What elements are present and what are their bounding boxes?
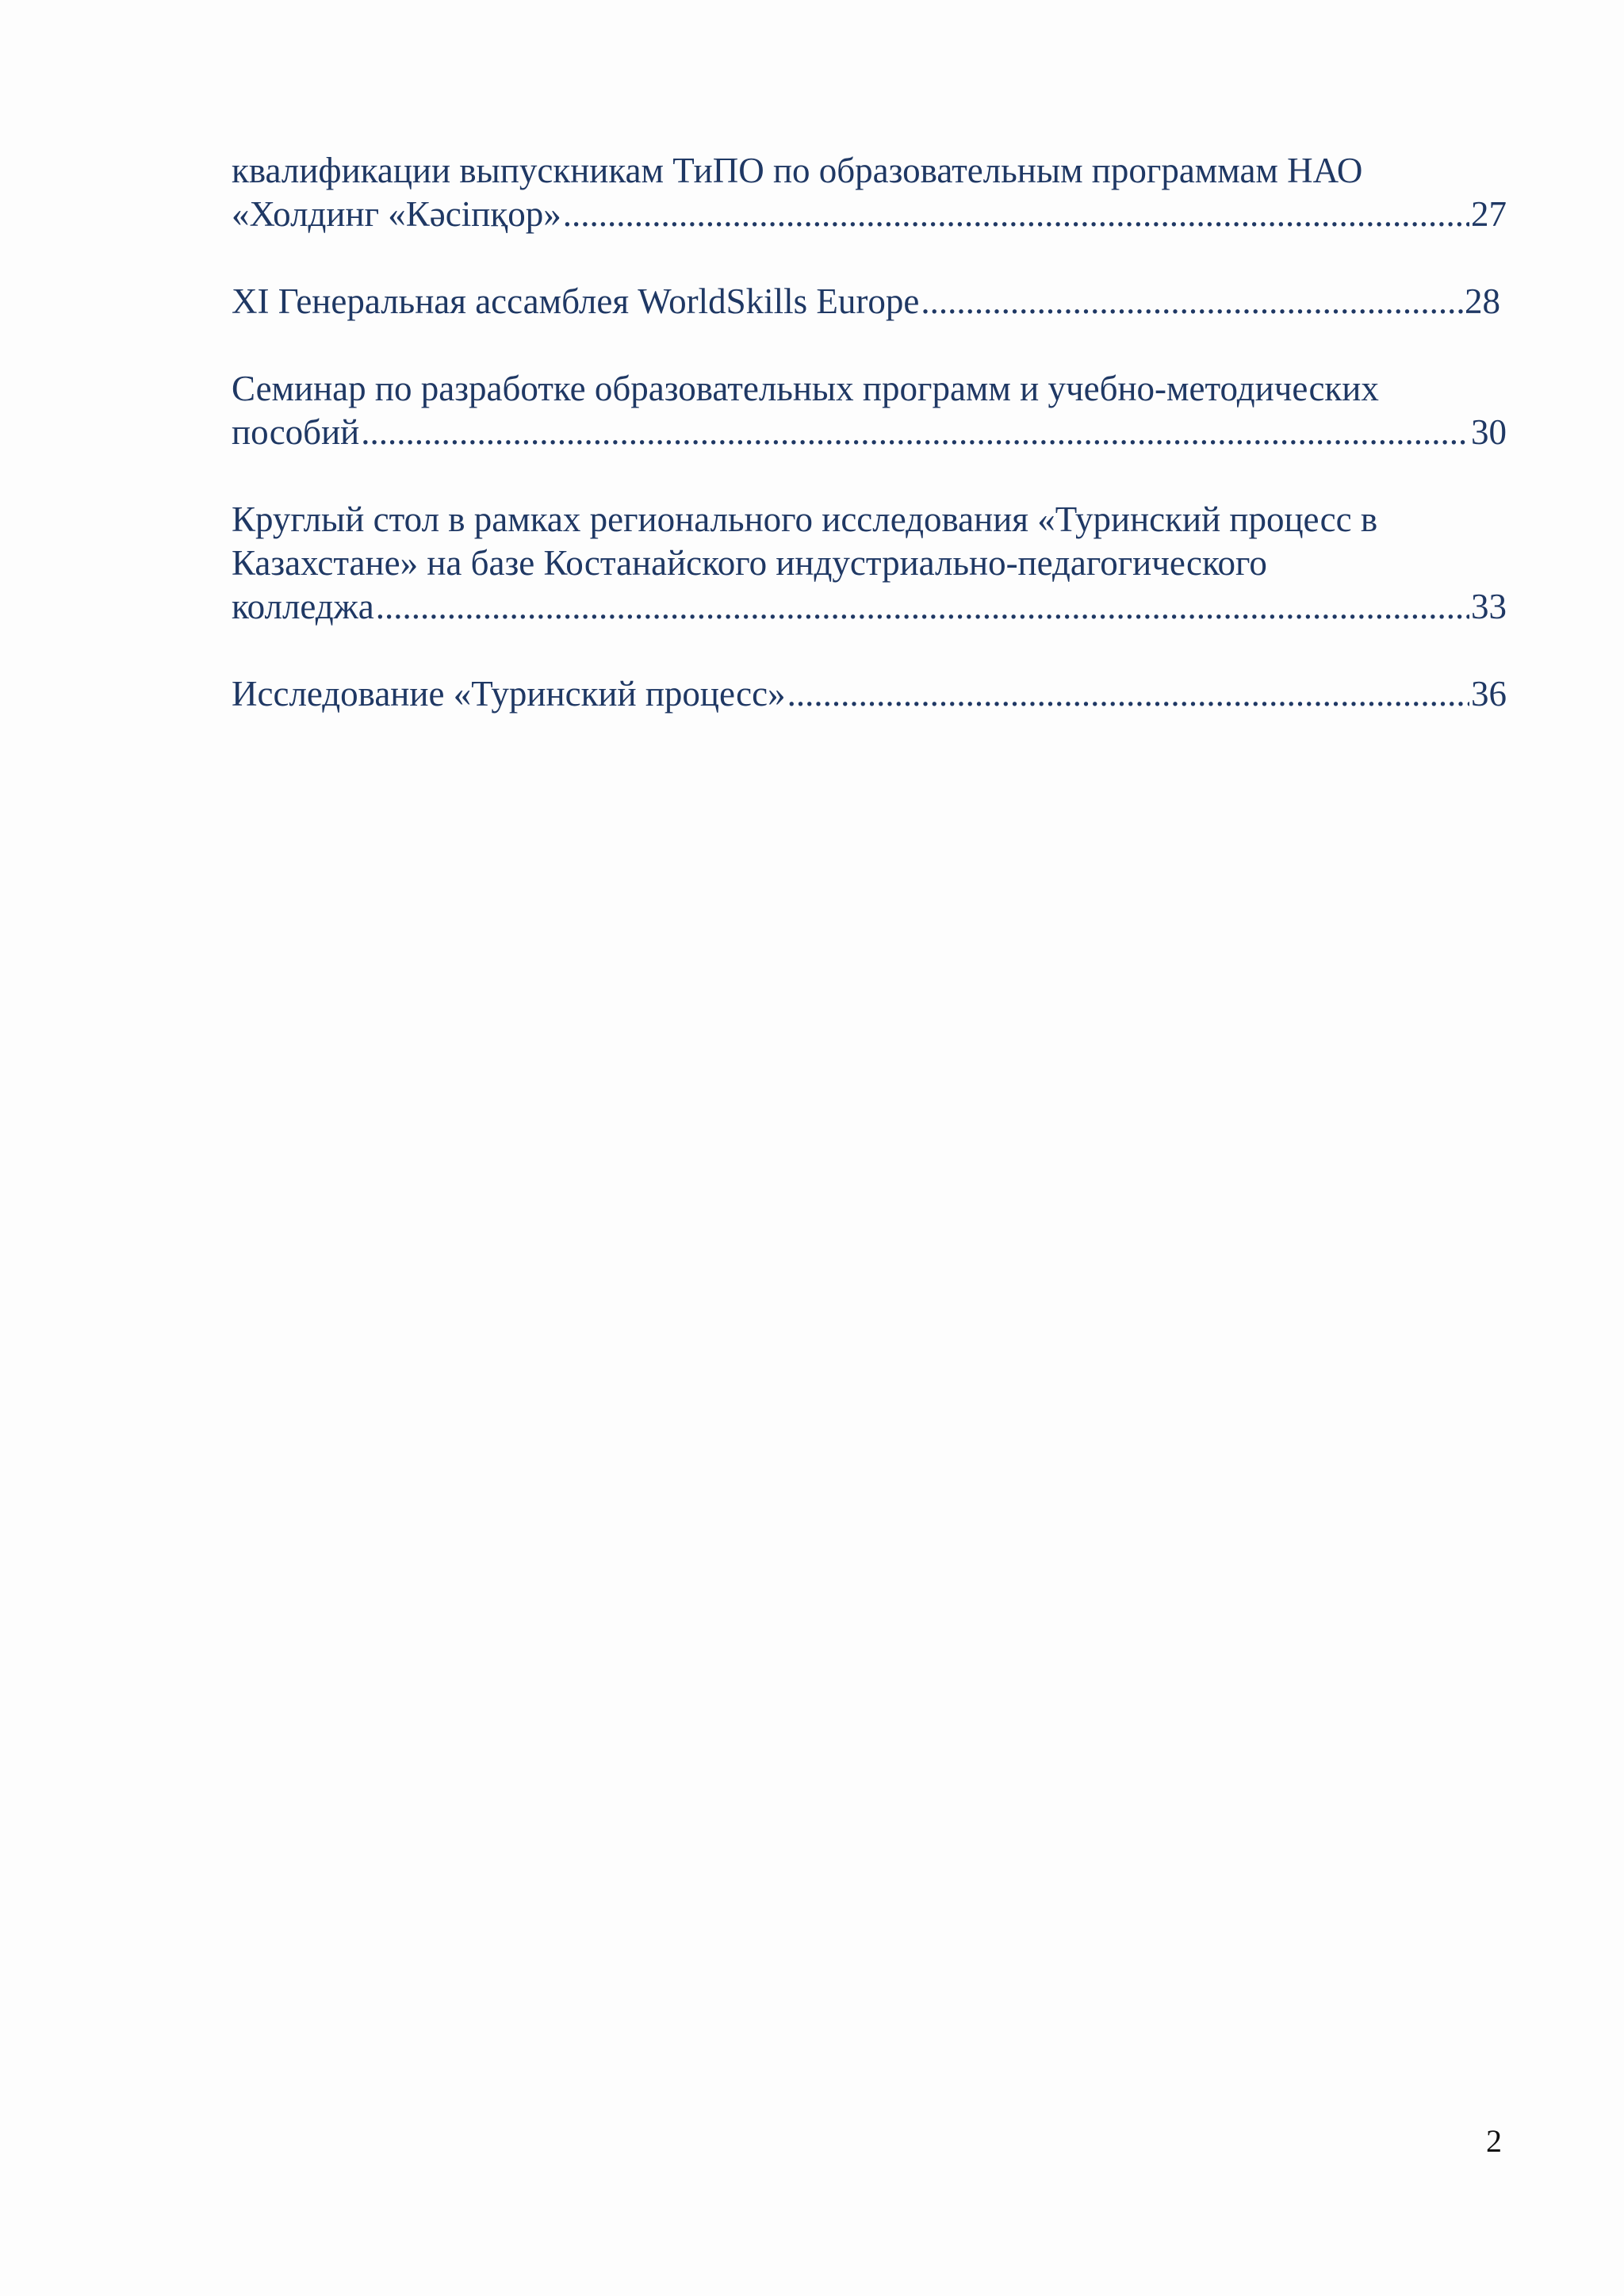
toc-entry-last-line (232, 585, 1507, 629)
dot-leader (563, 193, 1469, 236)
dot-leader (376, 585, 1469, 629)
toc-entry[interactable] (232, 367, 1507, 454)
toc-entry-last-line (232, 672, 1507, 716)
toc-entry[interactable] (232, 498, 1507, 629)
toc-entry-page-number: 36 (1471, 674, 1507, 714)
toc-entry-title-line: Круглый стол в рамках регионального исследования «Туринский процесс в (232, 499, 1378, 539)
page-number: 2 (1486, 2123, 1502, 2159)
dot-leader (787, 672, 1469, 716)
toc-entry-last-line (232, 193, 1507, 236)
toc-entry-title-line: Семинар по разработке образовательных программ и учебно-методических (232, 369, 1379, 408)
toc-entry[interactable] (232, 149, 1507, 236)
toc-entry-title-tail: колледжа (232, 587, 374, 626)
toc-entry-last-line (232, 411, 1507, 454)
toc-entry-page-number: 30 (1471, 412, 1507, 452)
toc-entry[interactable] (232, 672, 1507, 716)
toc-entry[interactable] (232, 280, 1500, 323)
toc-entry-page-number: 33 (1471, 587, 1507, 626)
dot-leader (361, 411, 1469, 454)
table-of-contents (232, 149, 1507, 760)
toc-entry-title-line: Казахстане» на базе Костанайского индустриально-педагогического (232, 543, 1267, 583)
toc-entry-title-tail: пособий (232, 412, 360, 452)
toc-entry-title-tail: XI Генеральная ассамблея WorldSkills Europe (232, 281, 920, 321)
toc-entry-title-line: квалификации выпускникам ТиПО по образовательным программам НАО (232, 151, 1363, 190)
dot-leader (921, 280, 1465, 323)
toc-entry-last-line (232, 280, 1500, 323)
toc-entry-page-number: 27 (1471, 194, 1507, 234)
toc-entry-page-number: 28 (1465, 281, 1500, 321)
toc-entry-title-tail: Исследование «Туринский процесс» (232, 674, 786, 714)
toc-entry-title-tail: «Холдинг «Кәсіпқор» (232, 194, 561, 234)
